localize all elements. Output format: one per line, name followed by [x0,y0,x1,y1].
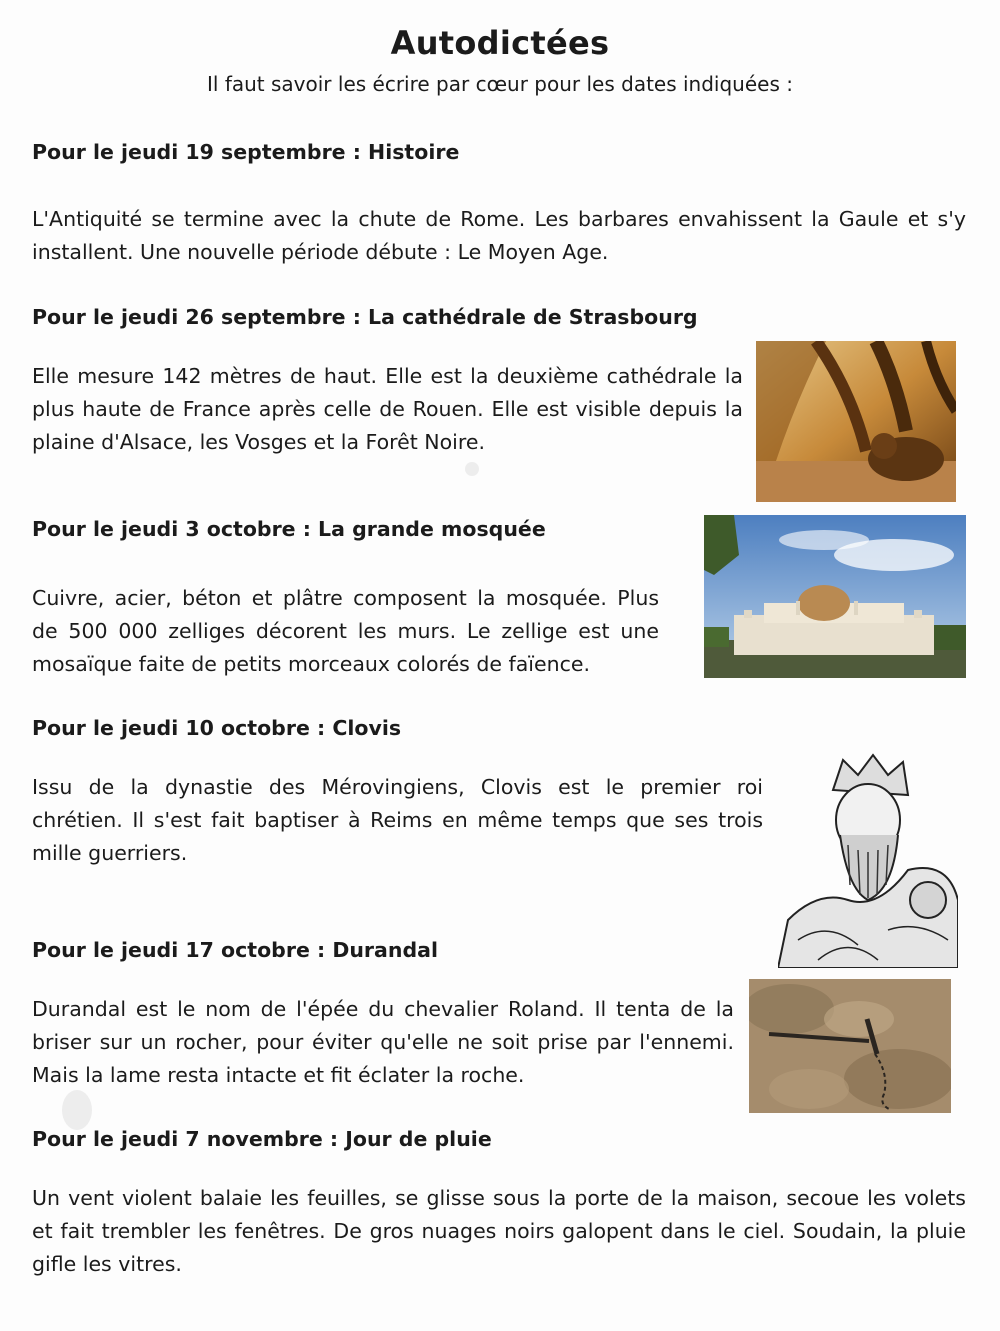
paper-smudge [465,462,479,476]
section-text-clovis: Issu de la dynastie des Mérovingiens, Clovis est le premier roi chrétien. Il s'est fait baptiser à Reims en même temps que ses trois mille guerriers. [32,775,763,865]
section-heading-clovis: Pour le jeudi 10 octobre : Clovis [32,716,402,740]
section-heading-cathedrale: Pour le jeudi 26 septembre : La cathédrale de Strasbourg [32,305,698,329]
mosque-photo [704,515,966,678]
durandal-sword-photo [749,979,951,1113]
section-text-mosquee: Cuivre, acier, béton et plâtre composent la mosquée. Plus de 500 000 zelliges décorent les murs. Le zellige est une mosaïque faite de petits morceaux colorés de faïence. [32,586,659,676]
section-heading-histoire: Pour le jeudi 19 septembre : Histoire [32,140,460,164]
paper-smudge [62,1090,92,1130]
clovis-engraving [778,750,958,968]
section-text-pluie: Un vent violent balaie les feuilles, se glisse sous la porte de la maison, secoue les volets et fait trembler les fenêtres. De gros nuages noirs galopent dans le ciel. Soudain, la pluie gifle les vitres. [32,1186,966,1276]
section-heading-mosquee: Pour le jeudi 3 octobre : La grande mosquée [32,517,546,541]
section-text-cathedrale: Elle mesure 142 mètres de haut. Elle est la deuxième cathédrale la plus haute de France après celle de Rouen. Elle est visible depuis la plaine d'Alsace, les Vosges et la Forêt Noire. [32,364,743,454]
page-title: Autodictées [390,24,610,62]
section-text-histoire: L'Antiquité se termine avec la chute de Rome. Les barbares envahissent la Gaule et s'y installent. Une nouvelle période débute : Le Moyen Age. [32,207,966,264]
page-subtitle: Il faut savoir les écrire par cœur pour les dates indiquées : [207,72,793,96]
section-heading-pluie: Pour le jeudi 7 novembre : Jour de pluie [32,1127,492,1151]
section-heading-durandal: Pour le jeudi 17 octobre : Durandal [32,938,439,962]
cathedral-photo [756,341,956,502]
section-text-durandal: Durandal est le nom de l'épée du chevalier Roland. Il tenta de la briser sur un rocher, pour éviter qu'elle ne soit prise par l'ennemi. Mais la lame resta intacte et fit éclater la roche. [32,997,734,1087]
